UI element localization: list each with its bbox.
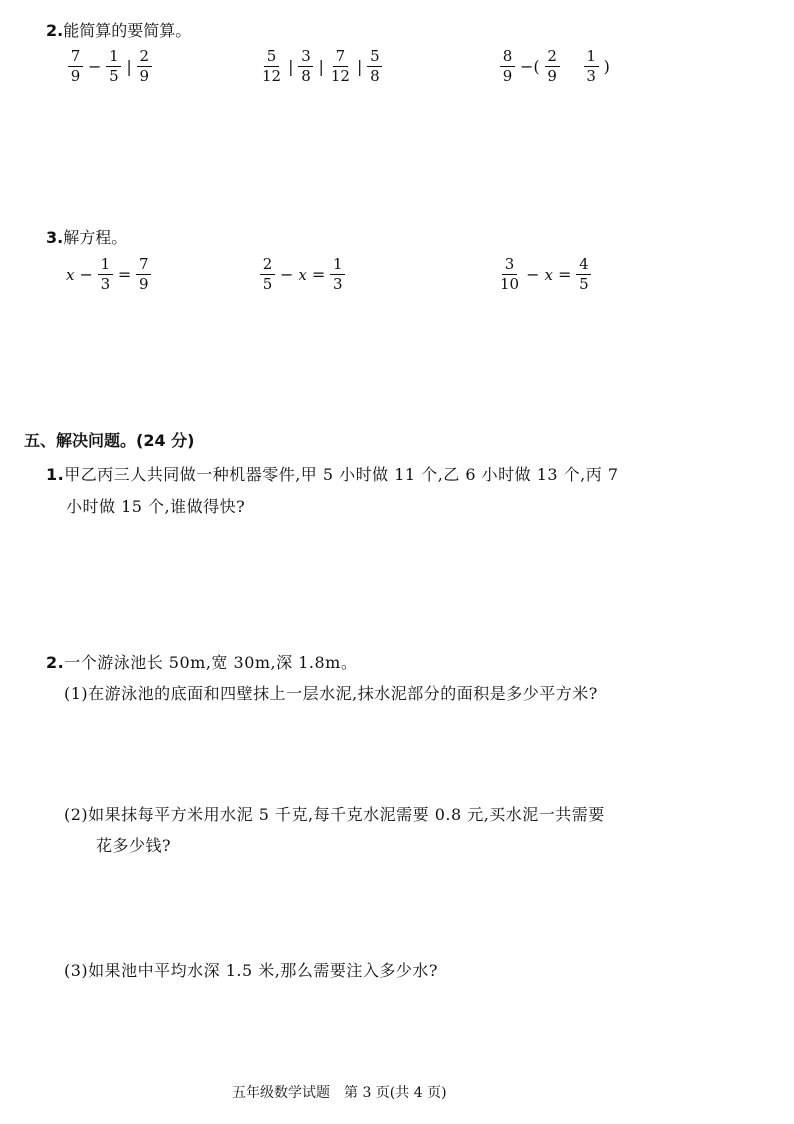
operator: −	[280, 265, 294, 285]
section-2-heading	[46, 18, 191, 41]
question-1-number: 1.	[46, 465, 65, 484]
fraction: $\frac{2}{5}$	[260, 256, 275, 294]
variable-x: x	[298, 265, 307, 284]
fraction: $\frac{4}{5}$	[576, 256, 591, 294]
question-2-subquestion-2-line-2: 花多少钱?	[96, 836, 172, 855]
fraction: $\frac{5}{12}$	[262, 47, 282, 86]
part-5-title: 五、解决问题。(24 分)	[24, 431, 195, 450]
question-1-line-1	[46, 462, 619, 485]
question-1-line-2: 小时做 15 个,谁做得快?	[66, 497, 246, 516]
operator: −(	[520, 57, 540, 77]
fraction: $\frac{5}{8}$	[367, 48, 382, 86]
operator: −	[88, 57, 102, 77]
question-2-subquestion-3: (3)如果池中平均水深 1.5 米,那么需要注入多少水?	[64, 961, 438, 980]
simplify-expression-1	[66, 48, 154, 86]
fraction: $\frac{1}{3}$	[98, 256, 113, 294]
equals-sign: =	[117, 265, 132, 285]
close-paren: )	[603, 57, 610, 77]
equation-1	[64, 256, 153, 294]
fraction: $\frac{2}{9}$	[545, 48, 560, 86]
operator: |	[288, 57, 294, 77]
fraction: $\frac{1}{3}$	[330, 256, 345, 294]
fraction: $\frac{3}{10}$	[500, 255, 520, 294]
equals-sign: =	[311, 265, 326, 285]
fraction: $\frac{8}{9}$	[500, 48, 515, 86]
fraction: $\frac{1}{3}$	[584, 48, 599, 86]
fraction: $\frac{7}{9}$	[68, 48, 83, 86]
operator: −	[79, 265, 93, 285]
operator: |	[318, 57, 324, 77]
section-3-title: 解方程。	[63, 228, 128, 247]
section-2-title: 能简算的要简算。	[63, 21, 192, 40]
fraction: $\frac{3}{8}$	[298, 48, 313, 86]
section-2-number: 2.	[46, 21, 64, 40]
page-footer: 五年级数学试题 第 3 页(共 4 页)	[232, 1085, 447, 1101]
simplify-expression-2	[258, 48, 384, 86]
variable-x: x	[544, 265, 553, 284]
question-2-stem-text: 一个游泳池长 50m,宽 30m,深 1.8m。	[64, 653, 358, 672]
fraction: $\frac{2}{9}$	[137, 48, 152, 86]
question-2-stem	[46, 650, 357, 673]
operator: |	[356, 57, 363, 77]
section-3-heading	[46, 225, 127, 248]
question-2-subquestion-1: (1)在游泳池的底面和四壁抹上一层水泥,抹水泥部分的面积是多少平方米?	[64, 684, 598, 703]
equation-3	[496, 256, 593, 294]
operator: |	[126, 57, 132, 77]
variable-x: x	[66, 265, 75, 284]
operator: −	[526, 265, 540, 285]
fraction: $\frac{7}{12}$	[330, 47, 350, 86]
fraction: $\frac{1}{5}$	[106, 48, 121, 86]
simplify-expression-3	[498, 48, 613, 86]
question-2-subquestion-2-line-1: (2)如果抹每平方米用水泥 5 千克,每千克水泥需要 0.8 元,买水泥一共需要	[64, 805, 605, 824]
question-2-number: 2.	[46, 653, 65, 672]
fraction: $\frac{7}{9}$	[136, 256, 151, 294]
equals-sign: =	[557, 265, 572, 285]
question-1-text: 甲乙丙三人共同做一种机器零件,甲 5 小时做 11 个,乙 6 小时做 13 个,丙 7	[64, 465, 619, 484]
equation-2	[258, 256, 347, 294]
section-3-number: 3.	[46, 228, 64, 247]
